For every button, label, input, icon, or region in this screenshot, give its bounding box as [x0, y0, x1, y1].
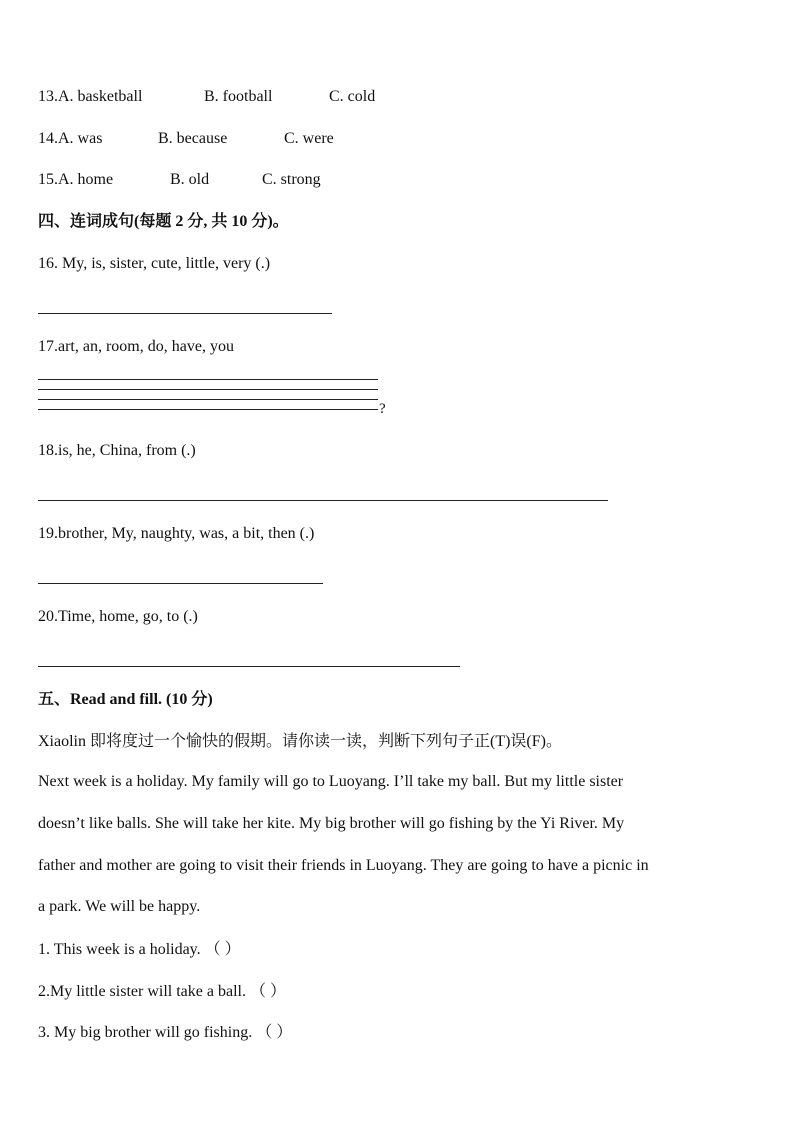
- question-17: 17.art, an, room, do, have, you: [38, 338, 234, 355]
- statement-text: 3. My big brother will go fishing.: [38, 1024, 253, 1041]
- statement-2: [38, 982, 286, 1002]
- passage-line-2: doesn’t like balls. She will take her kite. My big brother will go fishing by the Yi River. My: [38, 815, 625, 832]
- section4-title: 四、连词成句(每题 2 分, 共 10 分)。: [38, 213, 289, 230]
- answer-line-20[interactable]: [38, 666, 460, 667]
- passage-line-4: a park. We will be happy.: [38, 898, 201, 915]
- answer-bracket[interactable]: （ ）: [204, 941, 241, 958]
- option-c: C. cold: [329, 88, 376, 105]
- answer-line-17d[interactable]: [38, 409, 378, 410]
- statement-1: [38, 940, 241, 960]
- section5-title: 五、Read and fill. (10 分): [38, 691, 213, 708]
- option-b: B. because: [158, 130, 228, 147]
- answer-line-18[interactable]: [38, 500, 608, 501]
- option-a: A. basketball: [58, 88, 143, 105]
- question-18: 18.is, he, China, from (.): [38, 442, 196, 459]
- question-mark: ?: [379, 401, 386, 417]
- passage-line-1: Next week is a holiday. My family will go to Luoyang. I’ll take my ball. But my little sister: [38, 773, 624, 790]
- question-number: 14.: [38, 130, 58, 147]
- option-a: A. home: [58, 171, 114, 188]
- answer-line-19[interactable]: [38, 583, 323, 584]
- answer-line-17b[interactable]: [38, 389, 378, 390]
- answer-line-17a[interactable]: [38, 379, 378, 380]
- option-a: A. was: [58, 130, 103, 147]
- question-number: 15.: [38, 171, 58, 188]
- answer-bracket[interactable]: （ ）: [256, 1024, 293, 1041]
- section5-instruction: Xiaolin 即将度过一个愉快的假期。请你读一读，判断下列句子正(T)误(F)。: [38, 733, 562, 750]
- answer-line-17c[interactable]: [38, 399, 378, 400]
- answer-line-16[interactable]: [38, 313, 332, 314]
- statement-3: [38, 1023, 292, 1043]
- option-b: B. old: [170, 171, 210, 188]
- statement-text: 2.My little sister will take a ball.: [38, 983, 246, 1000]
- question-13: [38, 87, 376, 107]
- answer-bracket[interactable]: （ ）: [249, 983, 286, 1000]
- question-20: 20.Time, home, go, to (.): [38, 608, 198, 625]
- question-19: 19.brother, My, naughty, was, a bit, then (.): [38, 525, 315, 542]
- option-c: C. were: [284, 130, 334, 147]
- passage-line-3: father and mother are going to visit their friends in Luoyang. They are going to have a picnic in: [38, 857, 649, 874]
- option-c: C. strong: [262, 171, 321, 188]
- option-b: B. football: [204, 88, 273, 105]
- question-14: [38, 129, 334, 149]
- question-16: 16. My, is, sister, cute, little, very (.): [38, 255, 271, 272]
- question-number: 13.: [38, 88, 58, 105]
- statement-text: 1. This week is a holiday.: [38, 941, 201, 958]
- question-15: [38, 170, 321, 190]
